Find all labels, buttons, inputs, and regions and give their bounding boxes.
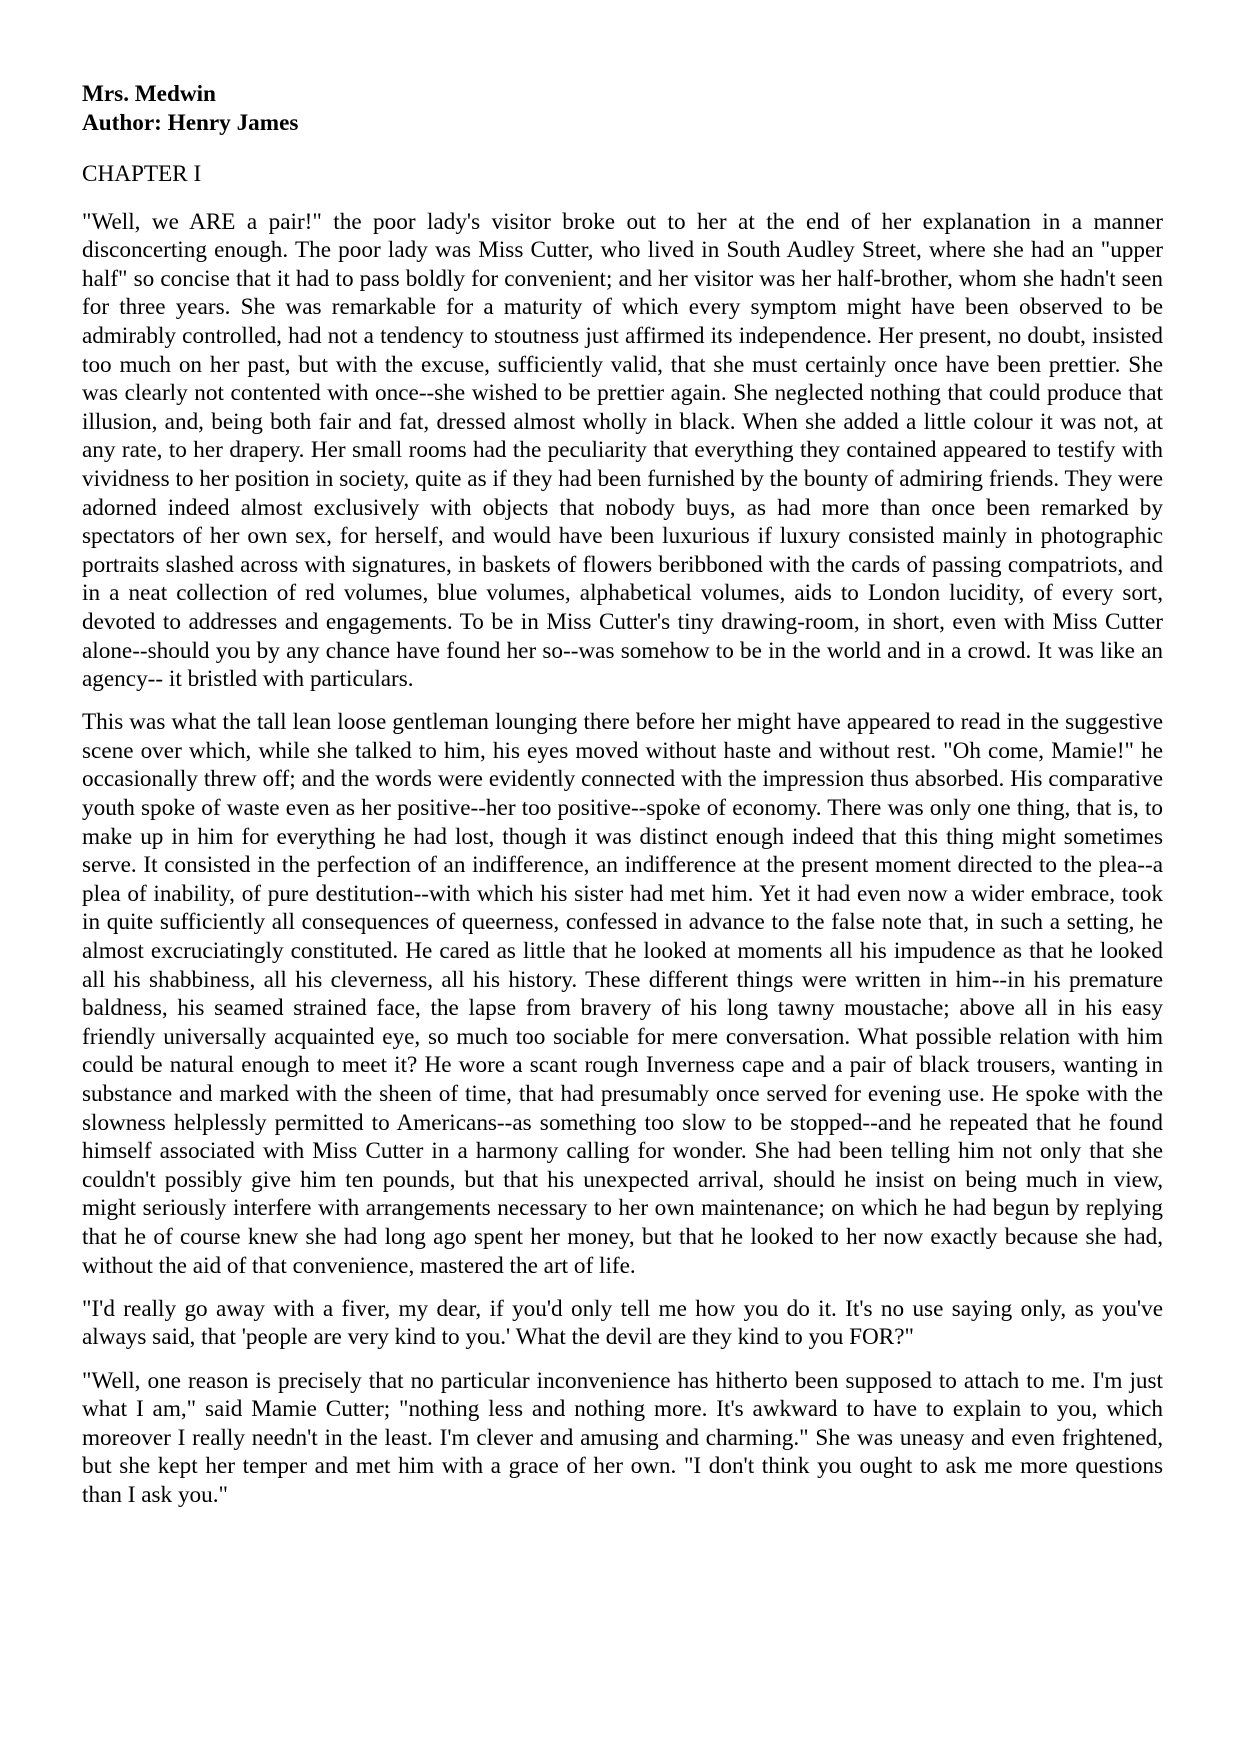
body-paragraph: "I'd really go away with a fiver, my dear, if you'd only tell me how you do it. It's no use saying only, as you've always said, that 'people are very kind to you.' What the devil are they kind to you FOR?" — [82, 1295, 1163, 1351]
body-paragraph: This was what the tall lean loose gentleman lounging there before her might have appeared to read in the suggestive scene over which, while she talked to him, his eyes moved without haste and without rest. "Oh come, Mamie!" he occasionally threw off; and the words were evidently connected with the impression thus absorbed. His comparative youth spoke of waste even as her positive--her too positive--spoke of economy. There was only one thing, that is, to make up in him for everything he had lost, though it was distinct enough indeed that this thing might sometimes serve. It consisted in the perfection of an indifference, an indifference at the present moment directed to the plea--a plea of inability, of pure destitution--with which his sister had met him. Yet it had even now a wider embrace, took in quite sufficiently all consequences of queerness, confessed in advance to the false note that, in such a setting, he almost excruciatingly constituted. He cared as little that he looked at moments all his impudence as that he looked all his shabbiness, all his cleverness, all his history. These different things were written in him--in his premature baldness, his seamed strained face, the lapse from bravery of his long tawny moustache; above all in his easy friendly universally acquainted eye, so much too sociable for mere conversation. What possible relation with him could be natural enough to meet it? He wore a scant rough Inverness cape and a pair of black trousers, wanting in substance and marked with the sheen of time, that had presumably once served for evening use. He spoke with the slowness helplessly permitted to Americans--as something too slow to be stopped--and he repeated that he found himself associated with Miss Cutter in a harmony calling for wonder. She had been telling him not only that she couldn't possibly give him ten pounds, but that his unexpected arrival, should he insist on being much in view, might seriously interfere with arrangements necessary to her own maintenance; on which he had begun by replying that he of course knew she had long ago spent her money, but that he looked to her now exactly because she had, without the aid of that convenience, mastered the art of life. — [82, 709, 1163, 1279]
document-title: Mrs. Medwin — [82, 81, 216, 107]
body-paragraph: "Well, we ARE a pair!" the poor lady's visitor broke out to her at the end of her explanation in a manner disconcerting enough. The poor lady was Miss Cutter, who lived in South Audley Street, where she had an "upper half" so concise that it had to pass boldly for convenient; and her visitor was her half-brother, whom she hadn't seen for three years. She was remarkable for a maturity of which every symptom might have been observed to be admirably controlled, had not a tendency to stoutness just affirmed its independence. Her present, no doubt, insisted too much on her past, but with the excuse, sufficiently valid, that she must certainly once have been prettier. She was clearly not contented with once--she wished to be prettier again. She neglected nothing that could produce that illusion, and, being both fair and fat, dressed almost wholly in black. When she added a little colour it was not, at any rate, to her drapery. Her small rooms had the peculiarity that everything they contained appeared to testify with vividness to her position in society, quite as if they had been furnished by the bounty of admiring friends. They were adorned indeed almost exclusively with objects that nobody buys, as had more than once been remarked by spectators of her own sex, for herself, and would have been luxurious if luxury consisted mainly in photographic portraits slashed across with signatures, in baskets of flowers beribboned with the cards of passing compatriots, and in a neat collection of red volumes, blue volumes, alphabetical volumes, aids to London lucidity, of every sort, devoted to addresses and engagements. To be in Miss Cutter's tiny drawing-room, in short, even with Miss Cutter alone--should you by any chance have found her so--was somehow to be in the world and in a crowd. It was like an agency-- it bristled with particulars. — [82, 208, 1163, 693]
body-paragraph: "Well, one reason is precisely that no particular inconvenience has hitherto been supposed to attach to me. I'm just what I am," said Mamie Cutter; "nothing less and nothing more. It's awkward to have to explain to you, which moreover I really needn't in the least. I'm clever and amusing and charming." She was uneasy and even frightened, but she kept her temper and met him with a grace of her own. "I don't think you ought to ask me more questions than I ask you." — [82, 1367, 1163, 1508]
chapter-heading: CHAPTER I — [82, 161, 202, 187]
document-page — [82, 80, 1163, 1524]
document-author: Author: Henry James — [82, 110, 299, 136]
